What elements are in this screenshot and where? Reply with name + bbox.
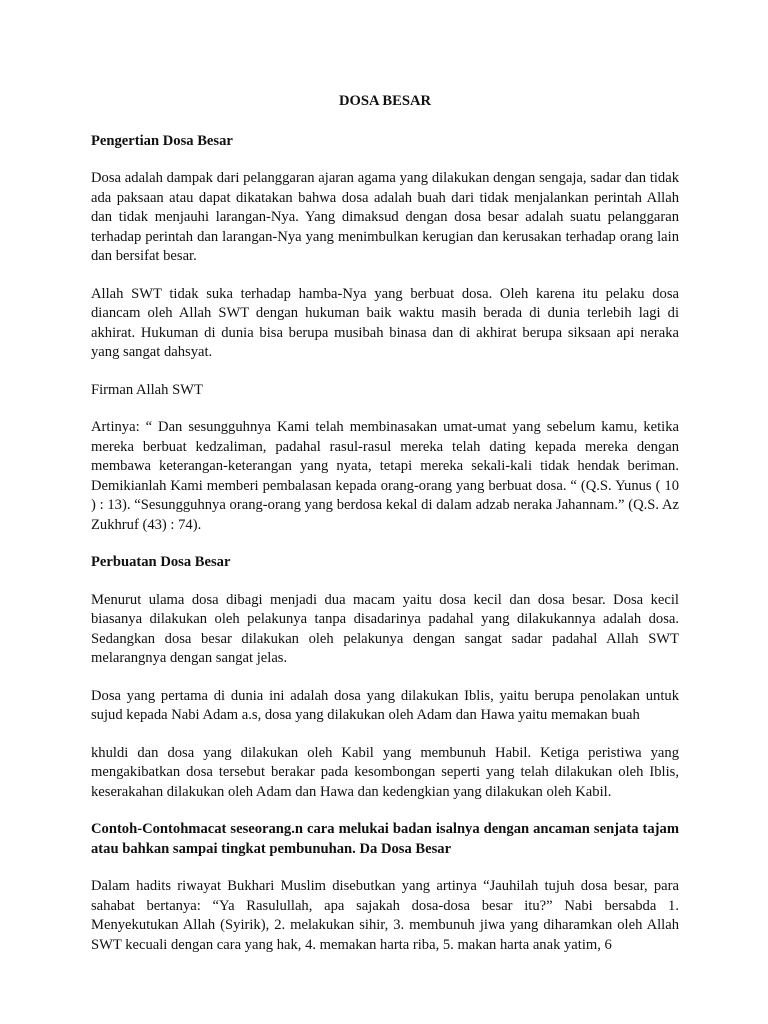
heading-perbuatan: Perbuatan Dosa Besar: [91, 554, 231, 570]
document-body: [91, 92, 679, 973]
heading-contoh: Contoh-Contohmacat seseorang.n cara melukai badan isalnya dengan ancaman senjata tajam atau bahkan sampai tingkat pembunuhan. Da Dosa Besar: [91, 821, 679, 857]
paragraph-hadith: Dalam hadits riwayat Bukhari Muslim disebutkan yang artinya “Jauhilah tujuh dosa besar, para sahabat bertanya: “Ya Rasulullah, apa sajakah dosa-dosa besar itu?” Nabi bersabda 1. Menyekutukan Allah (Syirik), 2. melakukan sihir, 3. membunuh jiwa yang diharamkan oleh Allah SWT kecuali dengan cara yang hak, 4. memakan harta riba, 5. makan harta anak yatim, 6: [91, 878, 679, 953]
paragraph-types: Menurut ulama dosa dibagi menjadi dua macam yaitu dosa kecil dan dosa besar. Dosa kecil biasanya dilakukan oleh pelakunya tanpa disadarinya padahal yang dilakukannya adalah dosa. Sedangkan dosa besar dilakukan oleh pelakunya dengan sangat sadar padahal Allah SWT melarangnya dengan sangat jelas.: [91, 591, 679, 666]
heading-pengertian: Pengertian Dosa Besar: [91, 132, 233, 149]
paragraph-punishment: Allah SWT tidak suka terhadap hamba-Nya yang berbuat dosa. Oleh karena itu pelaku dosa diancam oleh Allah SWT dengan hukuman baik waktu masih berada di dunia terlebih lagi di akhirat. Hukuman di dunia bisa berupa musibah binasa dan di akhirat berupa siksaan api neraka yang sangat dahsyat.: [91, 285, 679, 360]
paragraph-definition: Dosa adalah dampak dari pelanggaran ajaran agama yang dilakukan dengan sengaja, sadar dan tidak ada paksaan atau dapat dikatakan bahwa dosa adalah buah dari tidak menjalankan perintah Allah dan tidak menjauhi larangan-Nya. Yang dimaksud dengan dosa besar adalah suatu pelanggaran terhadap perintah dan larangan-Nya yang menimbulkan kerugian dan kerusakan terhadap orang lain dan bersifat besar.: [91, 170, 679, 264]
document-title: DOSA BESAR: [338, 93, 432, 109]
paragraph-quran-verse: Artinya: “ Dan sesungguhnya Kami telah membinasakan umat-umat yang sebelum kamu, ketika mereka berbuat kedzaliman, padahal rasul-rasul mereka telah dating kepada mereka dengan membawa keterangan-keterangan yang nyata, tetapi mereka sekali-kali tidak hendak beriman. Demikianlah Kami memberi pembalasan kepada orang-orang yang berbuat dosa. “ (Q.S. Yunus ( 10 ) : 13). “Sesungguhnya orang-orang yang berdosa kekal di dalam adzab neraka Jahannam.” (Q.S. Az Zukhruf (43) : 74).: [91, 419, 679, 533]
paragraph-firman: Firman Allah SWT: [91, 381, 203, 398]
paragraph-khuldi: khuldi dan dosa yang dilakukan oleh Kabil yang membunuh Habil. Ketiga peristiwa yang mengakibatkan dosa tersebut berakar pada kesombongan seperti yang telah dilakukan oleh Iblis, keserakahan dilakukan oleh Adam dan Hawa dan kedengkian yang dilakukan oleh Kabil.: [91, 744, 679, 800]
paragraph-first-sin: Dosa yang pertama di dunia ini adalah dosa yang dilakukan Iblis, yaitu berupa penolakan untuk sujud kepada Nabi Adam a.s, dosa yang dilakukan oleh Adam dan Hawa yaitu memakan buah: [91, 687, 679, 723]
